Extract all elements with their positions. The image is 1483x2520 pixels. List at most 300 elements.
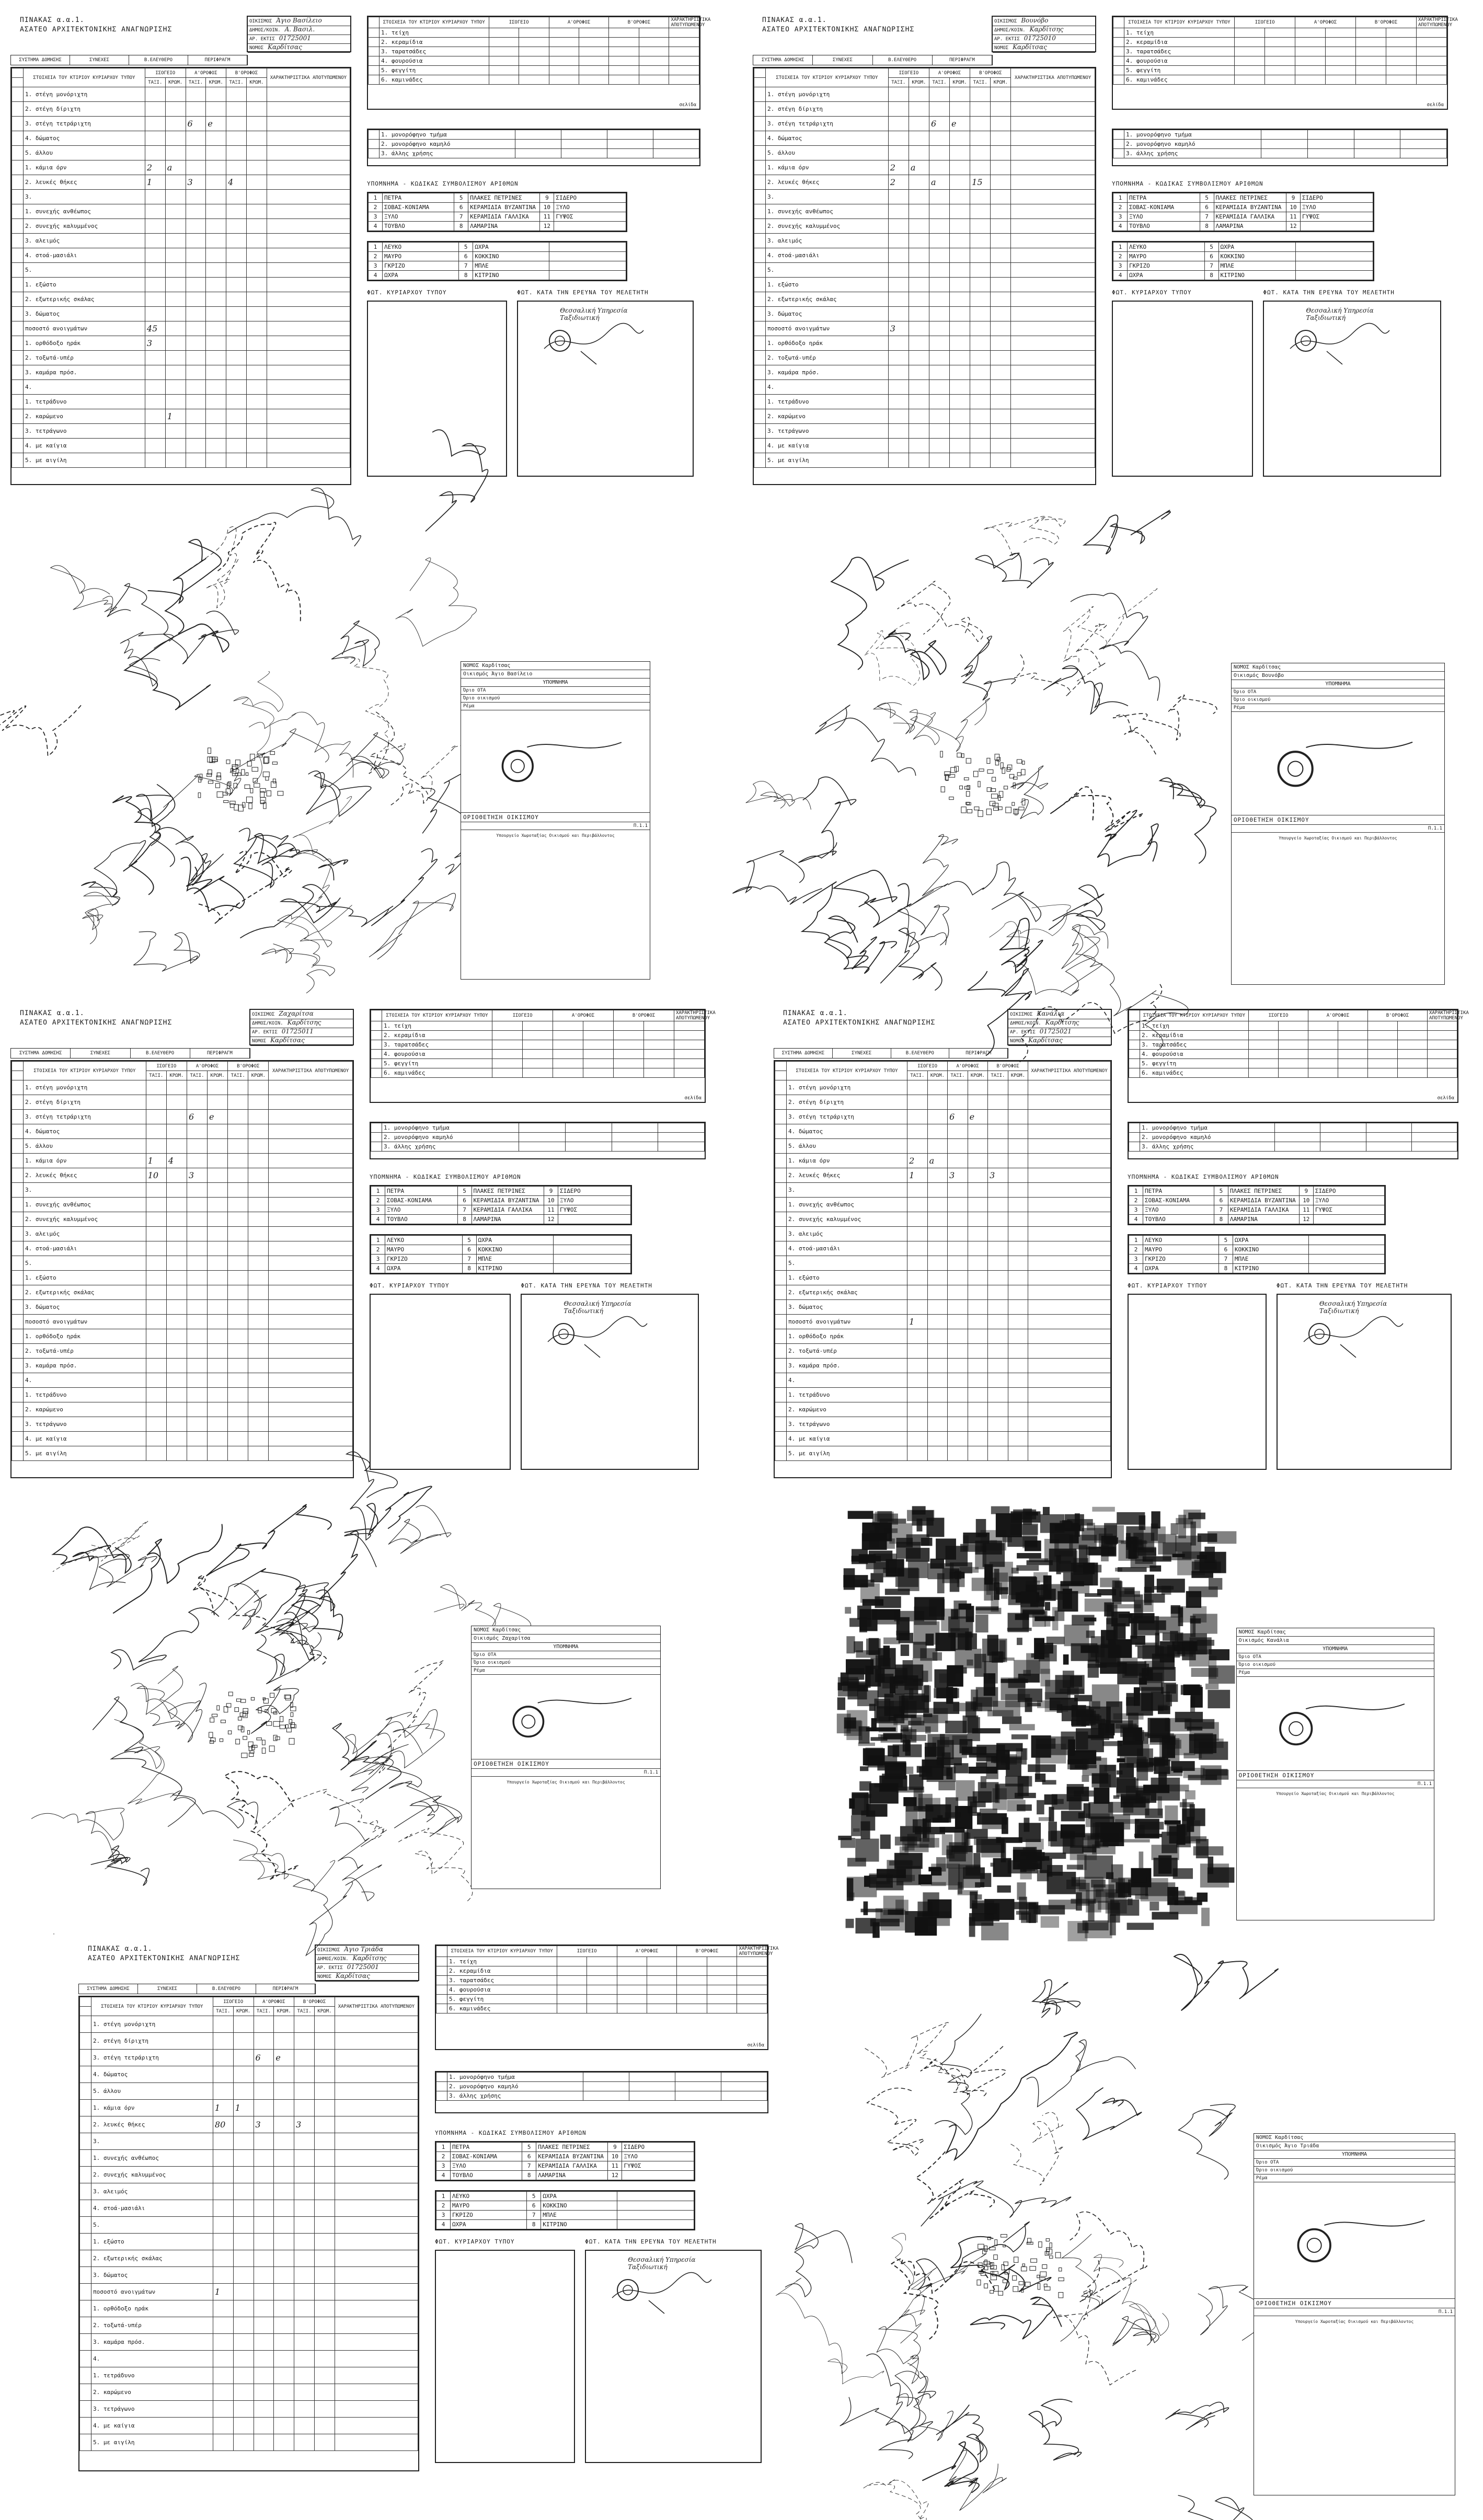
- value-cell: [991, 190, 1011, 204]
- row-label: 1. μονορόφηνο τμήμα: [380, 130, 515, 140]
- aerial-patch: [871, 1718, 877, 1731]
- value-cell: [233, 2401, 254, 2418]
- row-group-cell: [775, 1432, 787, 1446]
- features-grid: [12, 1061, 353, 1461]
- contour-line: [1053, 2280, 1136, 2385]
- value-cell: [166, 1344, 187, 1359]
- row-label: 4. φουρούσια: [1140, 1050, 1249, 1059]
- row-label: 1. στέγη μονόριχτη: [787, 1080, 907, 1095]
- aerial-patch: [1136, 1763, 1156, 1770]
- header-cell: [12, 1062, 24, 1071]
- value-cell: [314, 2334, 335, 2351]
- value-cell: [267, 278, 350, 292]
- row-group-cell: [436, 2073, 447, 2082]
- header-cell: [754, 78, 766, 87]
- row-label: 1. τετράδυνο: [787, 1388, 907, 1402]
- row-group-cell: [1113, 130, 1124, 140]
- aerial-patch: [976, 1687, 998, 1707]
- row-group-cell: [12, 1432, 24, 1446]
- value-cell: [1011, 365, 1095, 380]
- legend-cell: 4: [369, 271, 383, 280]
- value-cell: [587, 1985, 617, 1995]
- value-cell: [737, 1995, 767, 2004]
- row-label: 3.: [24, 190, 145, 204]
- row-group-cell: [12, 234, 24, 248]
- value-cell: [968, 1315, 988, 1329]
- header-cell: [436, 1946, 447, 1957]
- aerial-patch: [1002, 1716, 1021, 1724]
- row-group-cell: [754, 102, 766, 117]
- aerial-patch: [866, 1804, 888, 1816]
- building-outline: [271, 781, 277, 787]
- aerial-patch: [1196, 1839, 1209, 1858]
- value-cell: [909, 219, 929, 234]
- value-cell: 1: [213, 2100, 233, 2116]
- value-cell: [248, 1388, 269, 1402]
- aerial-patch: [1113, 1713, 1144, 1720]
- value-cell: [948, 1080, 968, 1095]
- value-cell: [254, 2384, 274, 2401]
- colors-legend: [367, 241, 627, 281]
- value-cell: [991, 278, 1011, 292]
- row-group-cell: [80, 2050, 91, 2066]
- row-label: 5. με αιγίλη: [766, 453, 889, 468]
- legend-cell: ΓΥΨΟΣ: [622, 2161, 694, 2171]
- value-cell: [226, 160, 247, 175]
- value-cell: [187, 1183, 207, 1198]
- aerial-patch: [1190, 1696, 1195, 1712]
- value-cell: [226, 204, 247, 219]
- value-cell: [254, 2300, 274, 2317]
- value-cell: [1265, 75, 1295, 85]
- table-row: [80, 2401, 418, 2418]
- value-cell: [888, 395, 909, 409]
- contour-line: [398, 1828, 473, 1903]
- header-cell: ΧΑΡΑΚΤΗΡΙΣΤΙΚΑ ΑΠΟΤΥΠΩΜΕΝΟΥ: [267, 68, 350, 87]
- table-row: [1113, 47, 1447, 56]
- value-cell: [314, 2083, 335, 2100]
- contour-line: [948, 862, 1041, 922]
- table-row: [80, 2234, 418, 2250]
- value-cell: [653, 149, 699, 158]
- value-cell: [294, 2183, 315, 2200]
- row-label: 5. με αιγίλη: [24, 1446, 146, 1461]
- value-cell: [314, 2116, 335, 2133]
- value-cell: [1011, 102, 1095, 117]
- value-cell: 1: [233, 2100, 254, 2116]
- value-cell: [929, 102, 949, 117]
- value-cell: [737, 2004, 767, 2013]
- building-outline: [251, 1697, 254, 1700]
- row-label: 1. τετράδυνο: [91, 2367, 213, 2384]
- contour-line: [344, 658, 406, 752]
- row-label: 3. στέγη τετράριχτη: [91, 2050, 213, 2066]
- value-cell: [1416, 28, 1446, 38]
- contour-line: [394, 1796, 462, 1837]
- prefecture-label: ΝΟΜΟΣ: [474, 1627, 493, 1633]
- system-tab: ΠΕΡΙΦΡΑΓΜ: [190, 1049, 250, 1058]
- building-outline: [238, 1717, 242, 1720]
- info-value: 01725001: [279, 34, 311, 42]
- legend-cell: 12: [540, 222, 554, 231]
- building-outline: [226, 760, 230, 764]
- value-cell: 15: [970, 175, 991, 190]
- value-cell: [166, 1080, 187, 1095]
- value-cell: [269, 1212, 353, 1227]
- value-cell: [617, 1985, 647, 1995]
- legend-cell: ΚΟΚΚΙΝΟ: [473, 252, 549, 261]
- aerial-patch: [970, 1812, 981, 1816]
- value-cell: [335, 2384, 418, 2401]
- row-group-cell: [775, 1168, 787, 1183]
- value-cell: [1416, 38, 1446, 47]
- value-cell: [950, 395, 970, 409]
- legend-cell: ΓΚΡΙΖΟ: [1143, 1255, 1219, 1264]
- legend-cell: 8: [1200, 222, 1214, 231]
- value-cell: [950, 439, 970, 453]
- aerial-patch: [1178, 1607, 1183, 1626]
- value-cell: [991, 380, 1011, 395]
- value-cell: [991, 439, 1011, 453]
- aerial-patch: [970, 1891, 978, 1908]
- value-cell: [970, 146, 991, 160]
- table-row: [1113, 38, 1447, 47]
- value-cell: [314, 2167, 335, 2183]
- table-header: [1129, 1010, 1457, 1021]
- row-label: 3. τετράγωνο: [766, 424, 889, 439]
- value-cell: [267, 175, 350, 190]
- aerial-patch: [1065, 1521, 1071, 1529]
- legend-cell: ΞΥΛΟ: [383, 212, 454, 222]
- contour-line: [249, 712, 353, 777]
- aerial-patch: [848, 1511, 873, 1518]
- aerial-patch: [1142, 1645, 1160, 1659]
- value-cell: [549, 75, 579, 85]
- value-cell: [314, 2351, 335, 2367]
- row-group-cell: [1129, 1040, 1140, 1050]
- value-cell: [246, 292, 267, 307]
- row-label: 2. τοξωτά-υπέρ: [24, 351, 145, 365]
- contour-line: [112, 796, 160, 894]
- value-cell: [274, 2250, 294, 2267]
- materials-legend: [370, 1185, 632, 1225]
- table-row: [754, 395, 1095, 409]
- contour-line: [1061, 925, 1102, 993]
- value-cell: [1295, 56, 1326, 66]
- building-outline: [1042, 2265, 1047, 2269]
- table-row: [754, 117, 1095, 131]
- value-cell: [888, 146, 909, 160]
- value-cell: [213, 2050, 233, 2066]
- info-row: [248, 26, 350, 35]
- value-cell: [968, 1168, 988, 1183]
- value-cell: [1307, 130, 1354, 140]
- value-cell: 3: [187, 1168, 207, 1183]
- table-row: [12, 278, 350, 292]
- building-outline: [974, 807, 979, 810]
- value-cell: [587, 1995, 617, 2004]
- value-cell: [226, 278, 247, 292]
- contour-line: [1071, 593, 1160, 701]
- table-row: [12, 1271, 353, 1285]
- photo-label-dominant: ΦΩΤ. ΚΥΡΙΑΡΧΟΥ ΤΥΠΟΥ: [367, 289, 447, 296]
- row-label: 3. άλλης χρήσης: [447, 2091, 583, 2101]
- legend-cell: ΩΧΡΑ: [1128, 271, 1205, 280]
- value-cell: [254, 2016, 274, 2033]
- value-cell: [557, 2004, 587, 2013]
- value-cell: [208, 1285, 228, 1300]
- value-cell: [294, 2083, 315, 2100]
- value-cell: 80: [213, 2116, 233, 2133]
- building-outline: [224, 800, 228, 802]
- header-cell: Α'ΟΡΟΦΟΣ: [549, 17, 609, 28]
- value-cell: [929, 336, 949, 351]
- info-label: ΟΙΚΙΣΜΟΣ: [252, 1012, 275, 1017]
- value-cell: [988, 1154, 1008, 1168]
- value-cell: [146, 1402, 166, 1417]
- value-cell: [515, 140, 561, 149]
- value-cell: [970, 263, 991, 278]
- table-row: [436, 2192, 694, 2201]
- legend-cell: 9: [1299, 1187, 1313, 1196]
- value-cell: [165, 336, 186, 351]
- building-outline: [217, 773, 221, 777]
- building-outline: [1059, 2292, 1063, 2297]
- row-label: 1. τείχη: [447, 1957, 557, 1966]
- row-group-cell: [775, 1124, 787, 1139]
- value-cell: [226, 351, 247, 365]
- value-cell: [907, 1402, 928, 1417]
- legend-cell: 4: [1129, 1215, 1143, 1224]
- value-cell: [1028, 1315, 1111, 1329]
- system-tab: Β.ΕΛΕΥΘΕΡΟ: [873, 55, 933, 65]
- stamp-text: Θεσσαλική Υπηρεσία Ταξιδιωτική: [564, 1300, 631, 1315]
- value-cell: [145, 102, 165, 117]
- legend-cell: 2: [369, 203, 383, 212]
- value-cell: [988, 1241, 1008, 1256]
- settlement-name: Οικισμός Άγιο Βασίλειο: [461, 670, 650, 678]
- value-cell: [248, 1402, 269, 1417]
- value-cell: [1338, 1031, 1367, 1040]
- map-title: ΟΡΙΟΘΕΤΗΣΗ ΟΙΚΙΣΜΟΥ: [461, 813, 650, 822]
- value-cell: [991, 146, 1011, 160]
- value-cell: [968, 1080, 988, 1095]
- aerial-patch: [1086, 1890, 1101, 1913]
- value-cell: [639, 75, 669, 85]
- value-cell: [639, 38, 669, 47]
- building-outline: [949, 775, 955, 777]
- legend-item: Όριο ΟΤΑ: [1237, 1653, 1434, 1661]
- info-row: [993, 17, 1095, 26]
- legend-cell: ΚΕΡΑΜΙΔΙΑ ΒΥΖΑΝΤΙΝΑ: [1228, 1196, 1299, 1205]
- value-cell: [1008, 1432, 1028, 1446]
- value-cell: [226, 409, 247, 424]
- value-cell: [1320, 1123, 1366, 1133]
- building-outline: [235, 1708, 238, 1712]
- row-label: ποσοστό ανοιγμάτων: [766, 321, 889, 336]
- building-outline: [1017, 773, 1021, 776]
- building-outline: [198, 793, 201, 798]
- value-cell: [186, 336, 206, 351]
- value-cell: [647, 1976, 677, 1985]
- value-cell: [1008, 1227, 1028, 1241]
- value-cell: [1307, 140, 1354, 149]
- aerial-patch: [1042, 1780, 1056, 1785]
- value-cell: [267, 87, 350, 102]
- building-outline: [1004, 786, 1008, 789]
- roof-grid: [436, 1946, 779, 2013]
- aerial-patch: [1097, 1589, 1116, 1595]
- aerial-patch: [1187, 1727, 1203, 1730]
- value-cell: [1011, 307, 1095, 321]
- building-outline: [940, 751, 942, 757]
- table-row: [754, 175, 1095, 190]
- value-cell: [165, 117, 186, 131]
- value-cell: [991, 204, 1011, 219]
- building-outline: [992, 777, 996, 781]
- row-label: 1. κάμια όρν: [24, 160, 145, 175]
- photo-frame-research: [517, 301, 694, 477]
- legend-cell: ΞΥΛΟ: [622, 2152, 694, 2161]
- row-group-cell: [369, 130, 380, 140]
- table-row: [775, 1402, 1111, 1417]
- materials-title: ΥΠΟΜΝΗΜΑ - ΚΩΔΙΚΑΣ ΣΥΜΒΟΛΙΣΜΟΥ ΑΡΙΘΜΩΝ: [370, 1173, 521, 1180]
- value-cell: [1295, 75, 1326, 85]
- aerial-patch: [1110, 1914, 1116, 1935]
- row-label: 1. κάμια όρν: [24, 1154, 146, 1168]
- aerial-patch: [1007, 1536, 1037, 1547]
- value-cell: [707, 1985, 737, 1995]
- value-cell: [274, 2200, 294, 2217]
- row-group-cell: [754, 160, 766, 175]
- value-cell: [269, 1183, 353, 1198]
- aerial-patch: [946, 1687, 953, 1704]
- value-cell: [561, 140, 607, 149]
- value-cell: [335, 2050, 418, 2066]
- building-outline: [1039, 2242, 1042, 2248]
- table-row: [1129, 1255, 1385, 1264]
- value-cell: [907, 1183, 928, 1198]
- row-group-cell: [369, 140, 380, 149]
- row-label: 5.: [787, 1256, 907, 1271]
- value-cell: [675, 2091, 721, 2101]
- value-cell: [208, 1095, 228, 1110]
- value-cell: [248, 1446, 269, 1461]
- stamp-text: Θεσσαλική Υπηρεσία Ταξιδιωτική: [560, 307, 628, 321]
- value-cell: [186, 365, 206, 380]
- header-cell: [80, 2007, 91, 2016]
- value-cell: 3: [186, 175, 206, 190]
- value-cell: [314, 2434, 335, 2451]
- aerial-patch: [1182, 1799, 1187, 1821]
- value-cell: [523, 1059, 553, 1068]
- value-cell: [614, 1040, 644, 1050]
- value-cell: [314, 2183, 335, 2200]
- legend-item: Ρέμα: [1232, 704, 1444, 712]
- row-group-cell: [775, 1359, 787, 1373]
- building-outline: [236, 1739, 240, 1744]
- aerial-patch: [917, 1766, 932, 1773]
- table-row: [12, 1095, 353, 1110]
- legend-cell: 6: [457, 1196, 472, 1205]
- legend-cell: ΜΠΛΕ: [1233, 1255, 1308, 1264]
- value-cell: 1: [165, 409, 186, 424]
- value-cell: [228, 1271, 248, 1285]
- contour-line: [131, 1666, 182, 1719]
- value-cell: [187, 1315, 207, 1329]
- aerial-patch: [884, 1528, 898, 1533]
- legend-cell: 12: [1286, 222, 1301, 231]
- value-cell: [254, 2367, 274, 2384]
- value-cell: [489, 66, 519, 75]
- row-label: 2. καρώμενο: [766, 409, 889, 424]
- header-cell: ΚΡΩΜ.: [927, 1071, 948, 1080]
- row-label: 4.: [787, 1373, 907, 1388]
- value-cell: [166, 1285, 187, 1300]
- value-cell: [888, 87, 909, 102]
- value-cell: [991, 87, 1011, 102]
- value-cell: [269, 1402, 353, 1417]
- contour-line: [285, 797, 352, 928]
- value-cell: [226, 263, 247, 278]
- row-group-cell: [436, 1966, 447, 1976]
- settlement-info-box: [249, 1009, 354, 1045]
- value-cell: [489, 28, 519, 38]
- legend-cell: 4: [1113, 222, 1128, 231]
- value-cell: 6: [186, 117, 206, 131]
- legend-cell: ΓΚΡΙΖΟ: [451, 2211, 527, 2220]
- aerial-patch: [862, 1533, 887, 1550]
- value-cell: [970, 219, 991, 234]
- value-cell: [519, 47, 549, 56]
- table-row: [369, 203, 626, 212]
- value-cell: [294, 2300, 315, 2317]
- legend-cell: 5: [522, 2143, 536, 2152]
- aerial-patch: [876, 1908, 904, 1922]
- row-label: 1. μονορόφηνο τμήμα: [382, 1123, 519, 1133]
- value-cell: [187, 1241, 207, 1256]
- value-cell: [1011, 424, 1095, 439]
- header-cell: ΤΑΞΙ.: [186, 78, 206, 87]
- row-group-cell: [12, 1212, 24, 1227]
- value-cell: [991, 175, 1011, 190]
- system-tab: ΣΥΣΤΗΜΑ ΔΟΜΗΣΗΣ: [753, 55, 813, 65]
- value-cell: [929, 278, 949, 292]
- value-cell: [927, 1110, 948, 1124]
- value-cell: [523, 1068, 553, 1078]
- aerial-patch: [880, 1835, 891, 1849]
- table-row: [371, 1040, 705, 1050]
- system-tab: ΠΕΡΙΦΡΑΓΜ: [256, 1984, 315, 1994]
- value-cell: [909, 102, 929, 117]
- contour-line: [344, 1486, 432, 1535]
- value-cell: [523, 1021, 553, 1031]
- header-cell: Α'ΟΡΟΦΟΣ: [254, 1997, 294, 2007]
- value-cell: [929, 160, 949, 175]
- table-row: [12, 175, 350, 190]
- info-row: [250, 1028, 353, 1037]
- building-outline: [273, 779, 275, 783]
- value-cell: [492, 1059, 523, 1068]
- row-group-cell: [1113, 140, 1124, 149]
- contour-line: [1049, 885, 1105, 930]
- value-cell: [1028, 1329, 1111, 1344]
- value-cell: [1008, 1285, 1028, 1300]
- value-cell: [639, 47, 669, 56]
- value-cell: [187, 1300, 207, 1315]
- aerial-patch: [837, 1713, 851, 1733]
- contour-line: [1029, 2399, 1081, 2460]
